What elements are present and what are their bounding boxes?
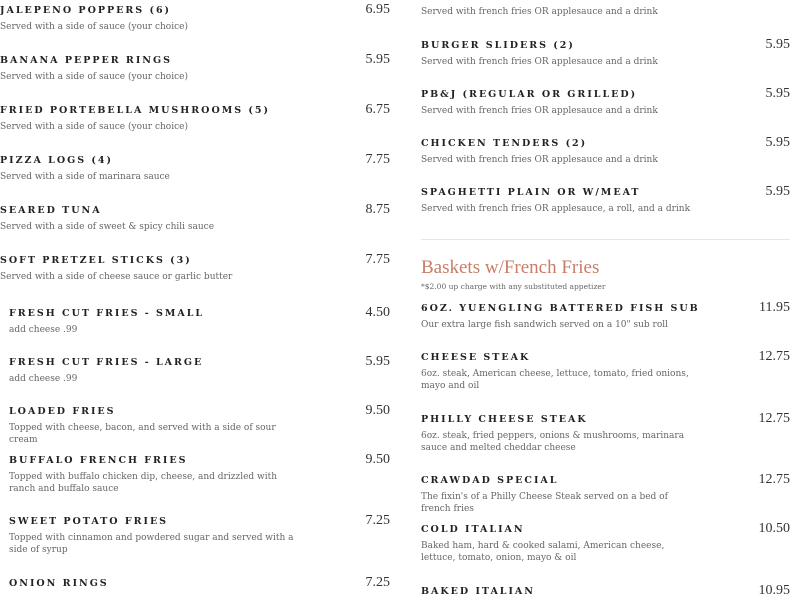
item-description: 6oz. steak, fried peppers, onions & mushrooms, marinara sauce and melted cheddar cheese <box>421 431 685 453</box>
item-description: Served with a side of sauce (your choice) <box>0 122 188 132</box>
item-price: 5.95 <box>765 37 790 52</box>
item-name: JALEPENO POPPERS (6) <box>0 5 172 16</box>
item-price: 10.50 <box>758 521 790 536</box>
item-price: 5.95 <box>765 86 790 101</box>
item-price: 11.95 <box>759 300 790 315</box>
item-name: BANANA PEPPER RINGS <box>0 55 172 66</box>
item-description: 6oz. steak, American cheese, lettuce, tomato, fried onions, mayo and oil <box>421 369 689 391</box>
item-price: 12.75 <box>758 472 790 487</box>
item-name: LOADED FRIES <box>9 406 116 417</box>
item-name: COLD ITALIAN <box>421 524 525 535</box>
item-price: 5.95 <box>765 135 790 150</box>
item-price: 5.95 <box>365 52 390 67</box>
item-price: 5.95 <box>365 354 390 369</box>
item-name: BURGER SLIDERS (2) <box>421 40 575 51</box>
item-description: Served with french fries OR applesauce and a drink <box>421 7 658 17</box>
item-description: Served with french fries OR applesauce and a drink <box>421 57 658 67</box>
item-price: 12.75 <box>758 411 790 426</box>
item-name: SOFT PRETZEL STICKS (3) <box>0 255 192 266</box>
item-description: Topped with cheese, bacon, and served with a side of sour cream <box>9 423 276 445</box>
item-price: 9.50 <box>365 403 390 418</box>
item-name: CHICKEN TENDERS (2) <box>421 138 588 149</box>
item-description: add cheese .99 <box>9 325 78 335</box>
item-name: 6OZ. YUENGLING BATTERED FISH SUB <box>421 303 700 314</box>
item-description: Served with french fries OR applesauce and a drink <box>421 106 658 116</box>
item-price: 8.75 <box>365 202 390 217</box>
item-name: PB&J (REGULAR OR GRILLED) <box>421 89 638 100</box>
item-description: Served with french fries OR applesauce and a drink <box>421 155 658 165</box>
item-description: Served with a side of cheese sauce or garlic butter <box>0 272 233 282</box>
section-note: *$2.00 up charge with any substituted appetizer <box>421 282 606 291</box>
item-name: CRAWDAD SPECIAL <box>421 475 559 486</box>
item-name: FRESH CUT FRIES - LARGE <box>9 357 204 368</box>
item-price: 7.25 <box>365 575 390 590</box>
item-name: PHILLY CHEESE STEAK <box>421 414 588 425</box>
item-name: SWEET POTATO FRIES <box>9 516 169 527</box>
item-description: Served with a side of marinara sauce <box>0 172 170 182</box>
item-name: BUFFALO FRENCH FRIES <box>9 455 188 466</box>
item-name: FRESH CUT FRIES - SMALL <box>9 308 205 319</box>
item-description: Served with french fries OR applesauce, a roll, and a drink <box>421 204 691 214</box>
item-description: Topped with cinnamon and powdered sugar and served with a side of syrup <box>9 533 294 555</box>
item-price: 7.75 <box>365 152 390 167</box>
item-price: 12.75 <box>758 349 790 364</box>
item-description: Baked ham, hard & cooked salami, American cheese, lettuce, tomato, onion, mayo & oil <box>421 541 665 563</box>
item-name: SPAGHETTI PLAIN OR W/MEAT <box>421 187 641 198</box>
item-price: 4.50 <box>365 305 390 320</box>
item-price: 6.75 <box>365 102 390 117</box>
item-name: SEARED TUNA <box>0 205 102 216</box>
item-description: Topped with buffalo chicken dip, cheese, and drizzled with ranch and buffalo sauce <box>9 472 278 494</box>
item-price: 10.95 <box>758 583 790 598</box>
item-description: Served with a side of sauce (your choice) <box>0 22 188 32</box>
item-price: 6.95 <box>365 2 390 17</box>
item-description: The fixin's of a Philly Cheese Steak served on a bed of french fries <box>421 492 668 514</box>
item-description: Our extra large fish sandwich served on a 10" sub roll <box>421 320 669 330</box>
item-price: 5.95 <box>765 184 790 199</box>
item-description: Served with a side of sauce (your choice) <box>0 72 188 82</box>
item-name: CHEESE STEAK <box>421 352 531 363</box>
section-divider <box>421 239 790 240</box>
item-price: 7.75 <box>365 252 390 267</box>
section-title: Baskets w/French Fries <box>421 257 600 278</box>
item-description: add cheese .99 <box>9 374 78 384</box>
item-description: Served with a side of sweet & spicy chili sauce <box>0 222 215 232</box>
item-name: ONION RINGS <box>9 578 109 589</box>
item-price: 9.50 <box>365 452 390 467</box>
item-price: 7.25 <box>365 513 390 528</box>
item-name: PIZZA LOGS (4) <box>0 155 113 166</box>
item-name: FRIED PORTEBELLA MUSHROOMS (5) <box>0 105 271 116</box>
item-name: BAKED ITALIAN <box>421 586 535 597</box>
